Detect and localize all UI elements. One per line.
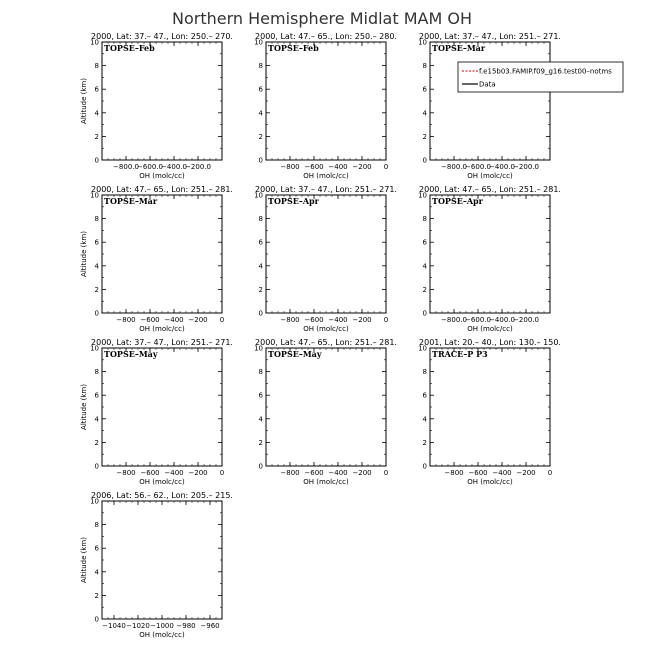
y-tick-label: 8 — [422, 215, 427, 224]
x-tick-label: −200 — [516, 469, 536, 477]
y-tick-label: 2 — [94, 591, 99, 600]
panel-title: 2000, Lat: 47.– 65., Lon: 251.– 281. — [255, 338, 397, 347]
x-tick-label: −1000 — [150, 622, 174, 630]
y-tick-label: 0 — [258, 309, 263, 318]
x-tick-label: −600 — [140, 469, 160, 477]
y-tick-label: 4 — [258, 415, 263, 424]
y-tick-label: 6 — [422, 85, 427, 94]
y-tick-label: 6 — [258, 85, 263, 94]
y-tick-label: 0 — [94, 156, 99, 165]
x-tick-label: −600 — [304, 163, 324, 171]
x-tick-label: −600.0 — [137, 163, 163, 171]
campaign-label: TOPSE–May — [104, 349, 158, 359]
plot-frame — [266, 195, 386, 313]
y-tick-label: 10 — [90, 38, 99, 47]
x-tick-label: −400 — [328, 316, 348, 324]
panel-title: 2006, Lat: 56.– 62., Lon: 205.– 215. — [91, 491, 233, 500]
y-tick-label: 10 — [254, 38, 263, 47]
y-tick-label: 8 — [258, 368, 263, 377]
y-tick-label: 10 — [90, 344, 99, 353]
y-tick-label: 0 — [258, 156, 263, 165]
y-tick-label: 4 — [422, 262, 427, 271]
y-tick-label: 8 — [258, 215, 263, 224]
y-tick-label: 0 — [422, 462, 427, 471]
panel-grid — [80, 32, 561, 639]
x-tick-label: −200 — [352, 469, 372, 477]
x-tick-label: −400.0 — [161, 163, 187, 171]
x-tick-label: −400 — [492, 469, 512, 477]
y-tick-label: 4 — [94, 415, 99, 424]
legend-label-model: f.e15b03.FAMIP.f09_g16.test00–notms — [479, 67, 612, 76]
x-tick-label: −800 — [280, 163, 300, 171]
x-tick-label: −800 — [280, 469, 300, 477]
panel-5 — [254, 185, 397, 333]
y-axis-label: Altitude (km) — [80, 231, 88, 277]
y-tick-label: 2 — [94, 285, 99, 294]
panel-7 — [80, 338, 233, 486]
x-tick-label: −800 — [116, 316, 136, 324]
x-tick-label: 0 — [219, 316, 225, 324]
y-tick-label: 4 — [94, 109, 99, 118]
panel-6 — [418, 185, 561, 333]
campaign-label: TOPSE–Mar — [104, 196, 158, 206]
y-tick-label: 8 — [422, 62, 427, 71]
x-tick-label: −600 — [304, 316, 324, 324]
campaign-label: TRACE–P P3 — [432, 349, 488, 359]
panel-title: 2000, Lat: 37.– 47., Lon: 251.– 271. — [91, 338, 233, 347]
y-tick-label: 4 — [422, 109, 427, 118]
panel-title: 2001, Lat: 20.– 40., Lon: 130.– 150. — [419, 338, 561, 347]
y-tick-label: 2 — [258, 132, 263, 141]
x-tick-label: −400.0 — [489, 163, 515, 171]
y-tick-label: 8 — [422, 368, 427, 377]
x-tick-label: −400 — [164, 316, 184, 324]
y-tick-label: 2 — [258, 438, 263, 447]
x-tick-label: 0 — [383, 316, 389, 324]
x-axis-label: OH (molc/cc) — [303, 478, 349, 486]
y-tick-label: 10 — [254, 191, 263, 200]
plot-frame — [102, 501, 222, 619]
plot-frame — [102, 195, 222, 313]
x-tick-label: −600.0 — [465, 316, 491, 324]
y-tick-label: 4 — [94, 262, 99, 271]
y-tick-label: 8 — [94, 62, 99, 71]
x-tick-label: −800.0 — [441, 163, 467, 171]
x-axis-label: OH (molc/cc) — [139, 172, 185, 180]
y-tick-label: 4 — [258, 262, 263, 271]
y-tick-label: 2 — [258, 285, 263, 294]
y-tick-label: 0 — [258, 462, 263, 471]
x-tick-label: −600.0 — [465, 163, 491, 171]
campaign-label: TOPSE–May — [268, 349, 322, 359]
y-tick-label: 0 — [94, 462, 99, 471]
y-axis-label: Altitude (km) — [80, 384, 88, 430]
plot-frame — [102, 42, 222, 160]
y-tick-label: 6 — [94, 544, 99, 553]
x-tick-label: −400.0 — [489, 316, 515, 324]
y-tick-label: 8 — [258, 62, 263, 71]
panel-title: 2000, Lat: 37.– 47., Lon: 251.– 271. — [255, 185, 397, 194]
x-tick-label: −400 — [164, 469, 184, 477]
x-tick-label: −200.0 — [513, 316, 539, 324]
panel-9 — [418, 338, 561, 486]
y-tick-label: 2 — [94, 132, 99, 141]
y-tick-label: 8 — [94, 215, 99, 224]
y-tick-label: 4 — [258, 109, 263, 118]
panel-title: 2000, Lat: 37.– 47., Lon: 251.– 271. — [419, 32, 561, 41]
x-tick-label: −200.0 — [513, 163, 539, 171]
plot-frame — [430, 42, 550, 160]
legend — [458, 62, 623, 92]
x-tick-label: −800.0 — [113, 163, 139, 171]
x-axis-label: OH (molc/cc) — [303, 325, 349, 333]
y-tick-label: 8 — [94, 521, 99, 530]
y-tick-label: 2 — [422, 132, 427, 141]
x-tick-label: −200 — [188, 469, 208, 477]
panel-4 — [80, 185, 233, 333]
y-tick-label: 2 — [422, 285, 427, 294]
x-tick-label: −600 — [304, 469, 324, 477]
x-axis-label: OH (molc/cc) — [139, 325, 185, 333]
y-axis-label: Altitude (km) — [80, 537, 88, 583]
x-tick-label: −200 — [352, 316, 372, 324]
x-tick-label: −960 — [200, 622, 220, 630]
y-tick-label: 6 — [422, 391, 427, 400]
x-tick-label: −800 — [444, 469, 464, 477]
x-axis-label: OH (molc/cc) — [139, 478, 185, 486]
y-tick-label: 2 — [422, 438, 427, 447]
x-axis-label: OH (molc/cc) — [139, 631, 185, 639]
campaign-label: TOPSE–Apr — [268, 196, 319, 206]
x-tick-label: −800 — [280, 316, 300, 324]
x-tick-label: −800.0 — [441, 316, 467, 324]
x-tick-label: −200.0 — [185, 163, 211, 171]
campaign-label: TOPSE–Mar — [432, 43, 486, 53]
y-tick-label: 2 — [94, 438, 99, 447]
figure-title: Northern Hemisphere Midlat MAM OH — [172, 9, 472, 28]
plot-frame — [266, 42, 386, 160]
y-tick-label: 6 — [258, 238, 263, 247]
x-tick-label: −200 — [188, 316, 208, 324]
x-tick-label: −400 — [328, 469, 348, 477]
x-tick-label: 0 — [383, 469, 389, 477]
y-tick-label: 0 — [422, 156, 427, 165]
plot-frame — [266, 348, 386, 466]
x-tick-label: −1020 — [126, 622, 150, 630]
x-axis-label: OH (molc/cc) — [467, 172, 513, 180]
x-tick-label: −600 — [468, 469, 488, 477]
x-tick-label: −600 — [140, 316, 160, 324]
y-tick-label: 10 — [418, 38, 427, 47]
y-tick-label: 8 — [94, 368, 99, 377]
x-axis-label: OH (molc/cc) — [303, 172, 349, 180]
panel-title: 2000, Lat: 37.– 47., Lon: 250.– 270. — [91, 32, 233, 41]
y-tick-label: 6 — [94, 238, 99, 247]
panel-title: 2000, Lat: 47.– 65., Lon: 250.– 280. — [255, 32, 397, 41]
panel-3 — [418, 32, 561, 180]
y-tick-label: 4 — [94, 568, 99, 577]
panel-title: 2000, Lat: 47.– 65., Lon: 251.– 281. — [91, 185, 233, 194]
legend-label-data: Data — [479, 80, 496, 89]
y-tick-label: 0 — [94, 309, 99, 318]
y-axis-label: Altitude (km) — [80, 78, 88, 124]
y-tick-label: 10 — [90, 191, 99, 200]
y-tick-label: 10 — [90, 497, 99, 506]
x-tick-label: −400 — [328, 163, 348, 171]
y-tick-label: 6 — [258, 391, 263, 400]
panel-1 — [80, 32, 233, 180]
x-tick-label: −1040 — [102, 622, 126, 630]
y-tick-label: 4 — [422, 415, 427, 424]
x-axis-label: OH (molc/cc) — [467, 478, 513, 486]
panel-2 — [254, 32, 397, 180]
x-tick-label: 0 — [383, 163, 389, 171]
y-tick-label: 0 — [94, 615, 99, 624]
x-tick-label: 0 — [547, 469, 553, 477]
x-tick-label: −200 — [352, 163, 372, 171]
y-tick-label: 10 — [418, 344, 427, 353]
x-tick-label: −800 — [116, 469, 136, 477]
panel-8 — [254, 338, 397, 486]
panel-10 — [80, 491, 233, 639]
plot-frame — [102, 348, 222, 466]
y-tick-label: 6 — [94, 85, 99, 94]
y-tick-label: 6 — [422, 238, 427, 247]
x-axis-label: OH (molc/cc) — [467, 325, 513, 333]
y-tick-label: 6 — [94, 391, 99, 400]
campaign-label: TOPSE–Feb — [268, 43, 319, 53]
plot-frame — [430, 348, 550, 466]
y-tick-label: 10 — [254, 344, 263, 353]
y-tick-label: 10 — [418, 191, 427, 200]
x-tick-label: −980 — [176, 622, 196, 630]
panel-title: 2000, Lat: 47.– 65., Lon: 251.– 281. — [419, 185, 561, 194]
x-tick-label: 0 — [219, 469, 225, 477]
campaign-label: TOPSE–Apr — [432, 196, 483, 206]
campaign-label: TOPSE–Feb — [104, 43, 155, 53]
plot-frame — [430, 195, 550, 313]
y-tick-label: 0 — [422, 309, 427, 318]
